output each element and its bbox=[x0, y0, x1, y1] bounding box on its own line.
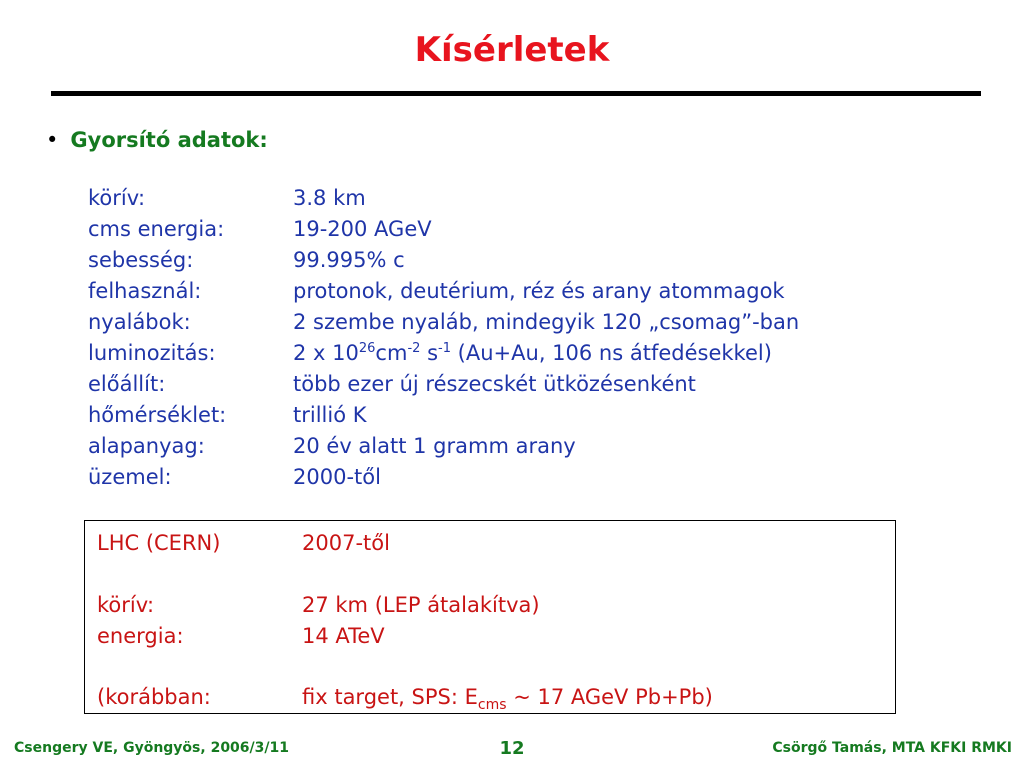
lum-value-pre: 2 x 10 bbox=[293, 341, 359, 365]
lhc-value: 27 km (LEP átalakítva) bbox=[302, 593, 540, 617]
spec-value: protonok, deutérium, réz és arany atommagok bbox=[293, 279, 785, 303]
spec-row bbox=[88, 248, 799, 279]
spec-row bbox=[88, 310, 799, 341]
spec-label: hőmérséklet: bbox=[88, 403, 227, 427]
spec-value: 2 szembe nyaláb, mindegyik 120 „csomag”-ban bbox=[293, 310, 800, 334]
bullet-heading bbox=[46, 128, 268, 152]
accelerator-spec-list bbox=[88, 186, 799, 496]
spec-value: több ezer új részecskét ütközésenként bbox=[293, 372, 696, 396]
bullet-symbol: • bbox=[46, 128, 59, 152]
spec-row bbox=[88, 186, 799, 217]
slide-title: Kísérletek bbox=[414, 30, 610, 70]
lhc-header-label: LHC (CERN) bbox=[97, 531, 221, 555]
spec-row bbox=[88, 465, 799, 496]
lhc-info-box bbox=[84, 520, 896, 714]
spec-row bbox=[88, 279, 799, 310]
spec-row bbox=[88, 372, 799, 403]
lum-unit-s: s bbox=[420, 341, 439, 365]
lum-exp-26: 26 bbox=[358, 341, 376, 356]
footer-author: Csörgő Tamás, MTA KFKI RMKI bbox=[772, 740, 1012, 756]
lhc-header-value: 2007-től bbox=[302, 531, 390, 555]
spec-label: előállít: bbox=[88, 372, 166, 396]
spec-value: 20 év alatt 1 gramm arany bbox=[293, 434, 576, 458]
spec-value: 2000-től bbox=[293, 465, 381, 489]
spec-value: 3.8 km bbox=[293, 186, 366, 210]
spec-label: sebesség: bbox=[88, 248, 194, 272]
lhc-row bbox=[97, 593, 540, 617]
spec-row bbox=[88, 434, 799, 465]
lhc-note-sub: cms bbox=[477, 697, 507, 714]
footer-event: Csengery VE, Gyöngyös, 2006/3/11 bbox=[14, 740, 289, 756]
spec-label: üzemel: bbox=[88, 465, 172, 489]
spec-label: felhasznál: bbox=[88, 279, 202, 303]
spec-label: körív: bbox=[88, 186, 146, 210]
bullet-heading-text: Gyorsító adatok: bbox=[70, 128, 268, 152]
spec-value: 99.995% c bbox=[293, 248, 405, 272]
spec-row-luminosity bbox=[88, 341, 799, 372]
lhc-note-label: (korábban: bbox=[97, 685, 211, 709]
page-number: 12 bbox=[499, 738, 525, 759]
lhc-value: 14 ATeV bbox=[302, 624, 385, 648]
lhc-label: energia: bbox=[97, 624, 184, 648]
spec-row bbox=[88, 217, 799, 248]
spec-label: alapanyag: bbox=[88, 434, 205, 458]
lhc-row bbox=[97, 624, 385, 648]
spec-label: nyalábok: bbox=[88, 310, 191, 334]
spec-label: cms energia: bbox=[88, 217, 225, 241]
title-divider bbox=[51, 91, 981, 96]
lum-exp-s: -1 bbox=[438, 341, 451, 356]
lum-value-post: (Au+Au, 106 ns átfedésekkel) bbox=[451, 341, 772, 365]
lhc-note-post: ~ 17 AGeV Pb+Pb) bbox=[506, 685, 713, 709]
lhc-note-pre: fix target, SPS: E bbox=[302, 685, 478, 709]
spec-value: 19-200 AGeV bbox=[293, 217, 432, 241]
lum-exp-cm: -2 bbox=[407, 341, 421, 356]
lhc-label: körív: bbox=[97, 593, 155, 617]
lhc-note-row bbox=[97, 685, 713, 714]
lhc-header-row bbox=[97, 531, 390, 555]
spec-label: luminozitás: bbox=[88, 341, 216, 365]
spec-value: trillió K bbox=[293, 403, 367, 427]
spec-row bbox=[88, 403, 799, 434]
lum-unit-cm: cm bbox=[375, 341, 408, 365]
